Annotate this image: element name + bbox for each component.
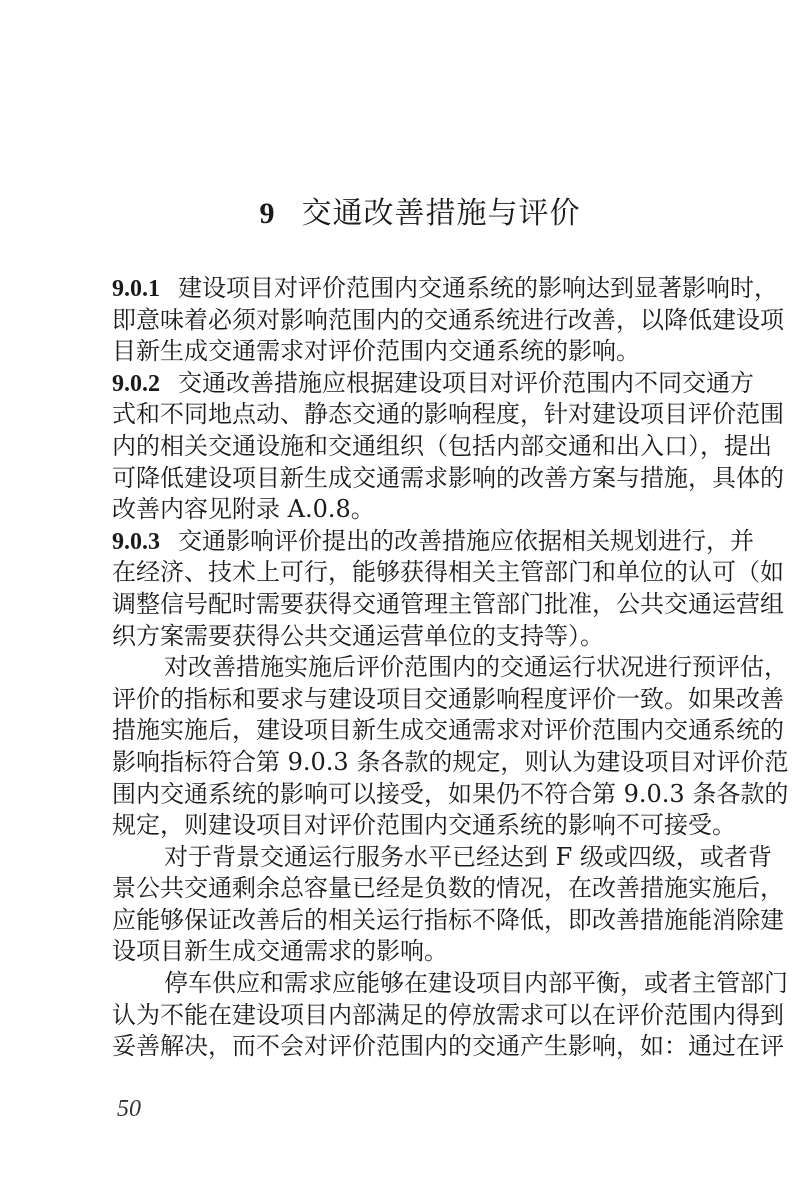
text-line — [112, 1031, 784, 1063]
paragraph — [112, 652, 789, 842]
text-line — [112, 905, 784, 937]
clause-9-0-1 — [112, 273, 784, 368]
chapter-number: 9 — [259, 197, 276, 230]
line-text: 交通影响评价提出的改善措施应依据相关规划进行，并 — [178, 526, 754, 555]
text-line — [112, 842, 772, 874]
text-line — [112, 494, 736, 526]
text-line — [112, 873, 784, 905]
text-line — [112, 652, 788, 684]
line-text: 应能够保证改善后的相关运行指标不降低，即改善措施能消除建 — [112, 905, 784, 934]
line-text: 在经济、技术上可行，能够获得相关主管部门和单位的认可（如 — [112, 558, 784, 587]
text-line — [112, 431, 772, 463]
paragraph — [112, 968, 788, 1063]
text-line — [112, 589, 784, 621]
line-text: 措施实施后，建设项目新生成交通需求对评价范围内交通系统的 — [112, 716, 784, 745]
line-text: 围内交通系统的影响可以接受，如果仍不符合第 9.0.3 条各款的 — [112, 779, 789, 808]
text-line — [112, 557, 784, 589]
text-line — [112, 1000, 784, 1032]
text-line — [112, 399, 784, 431]
line-text: 规定，则建设项目对评价范围内交通系统的影响不可接受。 — [112, 811, 736, 840]
text-line — [112, 936, 736, 968]
body-text — [112, 273, 789, 1063]
text-line — [112, 684, 784, 716]
clause-9-0-3 — [112, 526, 784, 652]
line-text: 对改善措施实施后评价范围内的交通运行状况进行预评估， — [164, 653, 788, 682]
line-text: 影响指标符合第 9.0.3 条各款的规定，则认为建设项目对评价范 — [112, 747, 789, 776]
line-text: 目新生成交通需求对评价范围内交通系统的影响。 — [112, 337, 640, 366]
text-line — [112, 779, 789, 811]
line-text: 评价的指标和要求与建设项目交通影响程度评价一致。如果改善 — [112, 684, 784, 713]
clause-9-0-2 — [112, 368, 784, 526]
clause-number: 9.0.2 — [112, 370, 160, 397]
text-line — [112, 336, 736, 368]
chapter-title-text: 交通改善措施与评价 — [301, 196, 581, 231]
text-line — [112, 305, 784, 337]
page-number: 50 — [117, 1096, 141, 1122]
line-text: 建设项目对评价范围内交通系统的影响达到显著影响时， — [178, 274, 778, 302]
line-text: 可降低建设项目新生成交通需求影响的改善方案与措施，具体的 — [112, 463, 784, 492]
line-text: 交通改善措施应根据建设项目对评价范围内不同交通方 — [178, 368, 754, 397]
line-text: 认为不能在建设项目内部满足的停放需求可以在评价范围内得到 — [112, 1000, 784, 1029]
text-line — [112, 463, 784, 495]
text-line — [112, 526, 754, 558]
line-text: 改善内容见附录 A.0.8。 — [112, 495, 375, 524]
text-line — [112, 273, 778, 305]
chapter-title — [0, 188, 800, 232]
clause-number: 9.0.1 — [112, 276, 160, 302]
text-line — [112, 747, 789, 779]
line-text: 对于背景交通运行服务水平已经达到 F 级或四级，或者背 — [164, 842, 772, 871]
line-text: 内的相关交通设施和交通组织（包括内部交通和出入口），提出 — [112, 431, 772, 460]
text-line — [112, 368, 754, 400]
line-text: 式和不同地点动、静态交通的影响程度，针对建设项目评价范围 — [112, 400, 784, 429]
text-line — [112, 968, 788, 1000]
line-text: 即意味着必须对影响范围内的交通系统进行改善，以降低建设项 — [112, 305, 784, 334]
line-text: 设项目新生成交通需求的影响。 — [112, 937, 448, 966]
text-line — [112, 621, 736, 653]
text-line — [112, 810, 736, 842]
line-text: 景公共交通剩余总容量已经是负数的情况，在改善措施实施后， — [112, 874, 784, 903]
line-text: 织方案需要获得公共交通运营单位的支持等）。 — [112, 621, 604, 650]
line-text: 停车供应和需求应能够在建设项目内部平衡，或者主管部门 — [164, 969, 788, 998]
clause-number: 9.0.3 — [112, 528, 160, 555]
line-text: 妥善解决，而不会对评价范围内的交通产生影响，如：通过在评 — [112, 1032, 784, 1061]
line-text: 调整信号配时需要获得交通管理主管部门批准，公共交通运营组 — [112, 589, 784, 618]
paragraph — [112, 842, 784, 968]
text-line — [112, 715, 784, 747]
